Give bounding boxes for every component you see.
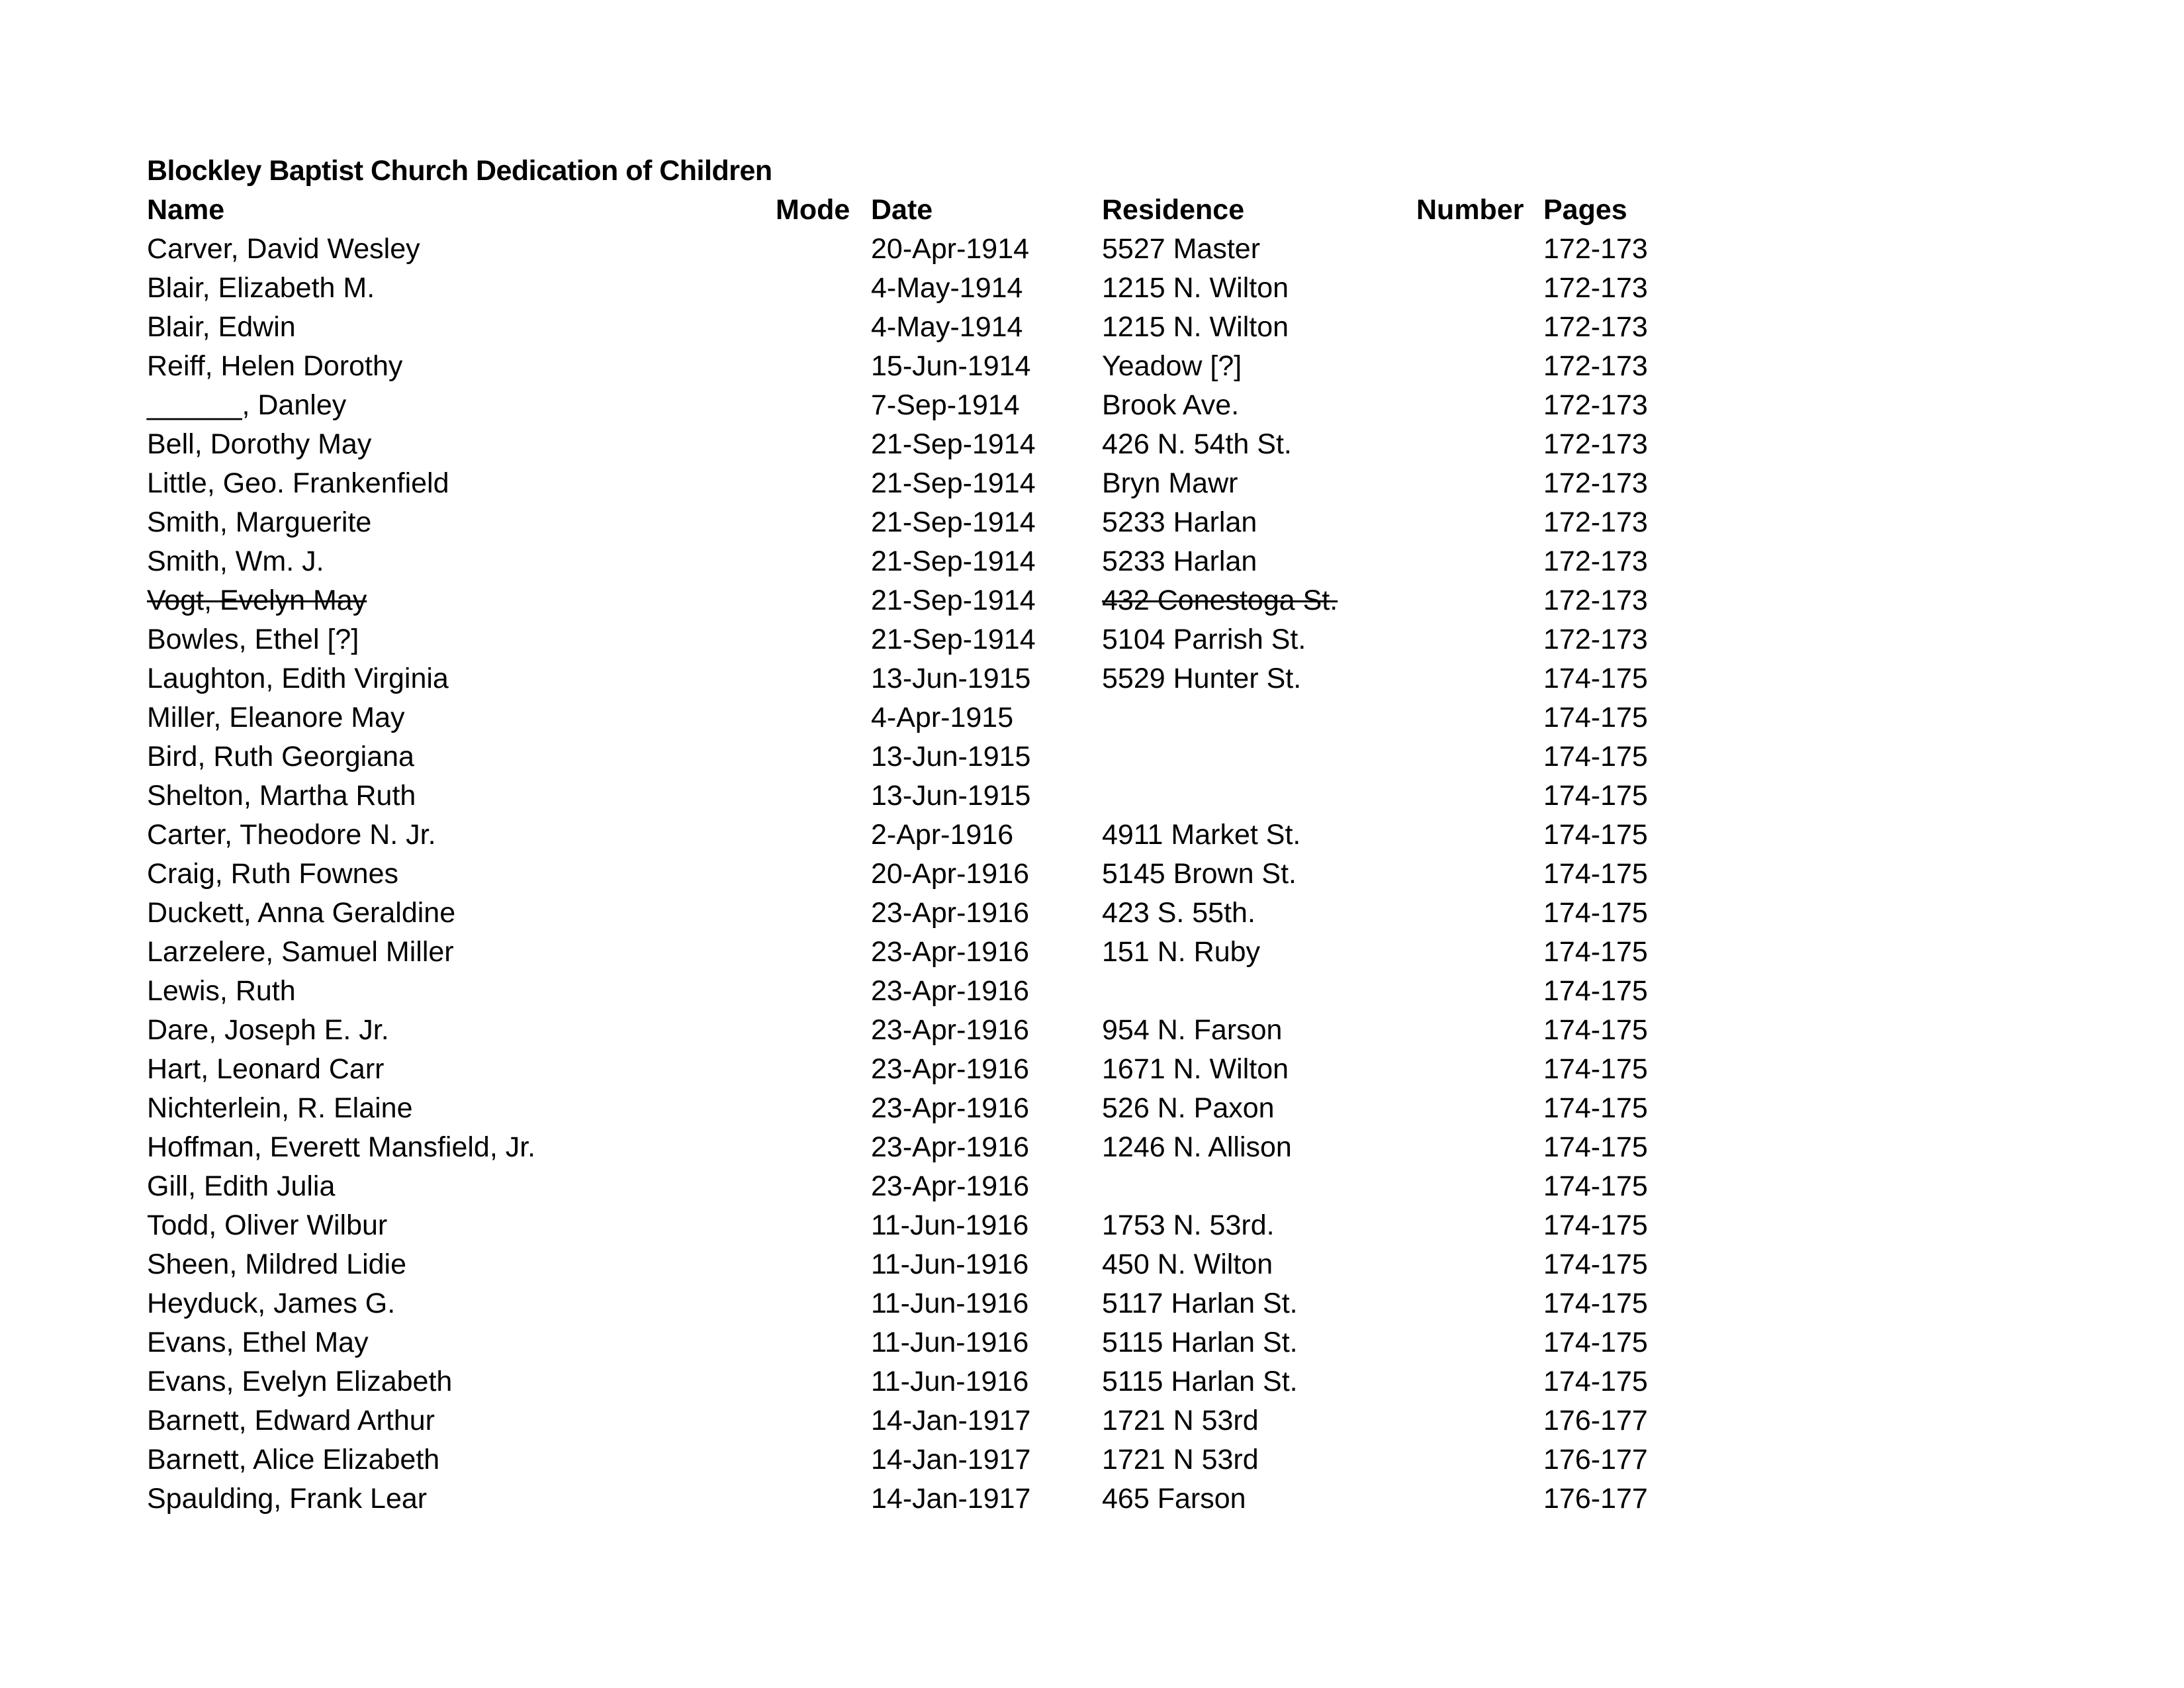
cell-name: Miller, Eleanore May [147,702,405,733]
cell-pages: 174-175 [1543,1170,1648,1202]
cell-name: Gill, Edith Julia [147,1170,336,1202]
cell-date: 21-Sep-1914 [871,585,1036,616]
cell-residence: 5115 Harlan St. [1102,1327,1298,1358]
cell-name: Spaulding, Frank Lear [147,1483,428,1515]
table-row [0,737,2184,776]
cell-date: 23-Apr-1916 [871,1053,1030,1085]
cell-name: Duckett, Anna Geraldine [147,897,456,929]
cell-name: Barnett, Edward Arthur [147,1405,435,1436]
cell-name: Dare, Joseph E. Jr. [147,1014,389,1046]
cell-name: Shelton, Martha Ruth [147,780,416,812]
table-row [0,972,2184,1011]
cell-pages: 172-173 [1543,545,1648,577]
cell-residence-struck: 432 Conestoga St. [1102,585,1338,616]
cell-pages: 172-173 [1543,506,1648,538]
cell-date: 23-Apr-1916 [871,1131,1030,1163]
table-row [0,1011,2184,1050]
cell-pages: 174-175 [1543,702,1648,733]
table-header [0,191,2184,230]
cell-residence: 1215 N. Wilton [1102,272,1289,304]
cell-date: 21-Sep-1914 [871,545,1036,577]
table-row [0,386,2184,425]
cell-residence: 5233 Harlan [1102,545,1257,577]
cell-residence: 5145 Brown St. [1102,858,1297,890]
table-row [0,1479,2184,1519]
table-row [0,347,2184,386]
table-row [0,1128,2184,1167]
cell-pages: 174-175 [1543,975,1648,1007]
table-row [0,464,2184,503]
cell-name-struck: Vogt, Evelyn May [147,585,367,616]
cell-residence: 1246 N. Allison [1102,1131,1292,1163]
cell-residence: Bryn Mawr [1102,467,1238,499]
cell-date: 13-Jun-1915 [871,663,1031,694]
cell-date: 23-Apr-1916 [871,1092,1030,1124]
cell-name: Reiff, Helen Dorothy [147,350,403,382]
cell-name: Carver, David Wesley [147,233,420,265]
column-header-residence: Residence [1102,194,1245,226]
table-row [0,816,2184,855]
cell-date: 11-Jun-1916 [871,1366,1029,1397]
cell-name: Blair, Elizabeth M. [147,272,375,304]
cell-pages: 174-175 [1543,663,1648,694]
cell-pages: 174-175 [1543,1248,1648,1280]
cell-date: 7-Sep-1914 [871,389,1020,421]
table-row [0,1284,2184,1323]
cell-residence: 526 N. Paxon [1102,1092,1275,1124]
cell-name: Smith, Wm. J. [147,545,324,577]
cell-name: Carter, Theodore N. Jr. [147,819,436,851]
column-header-date: Date [871,194,933,226]
cell-name: Blair, Edwin [147,311,296,343]
cell-date: 11-Jun-1916 [871,1327,1029,1358]
cell-name: ______, Danley [147,389,347,421]
cell-date: 23-Apr-1916 [871,1170,1030,1202]
column-header-mode: Mode [776,194,850,226]
table-row [0,1050,2184,1089]
cell-residence: 1721 N 53rd [1102,1405,1259,1436]
cell-residence: 465 Farson [1102,1483,1246,1515]
cell-pages: 174-175 [1543,1092,1648,1124]
table-row [0,1362,2184,1401]
cell-pages: 174-175 [1543,819,1648,851]
cell-residence: 5529 Hunter St. [1102,663,1302,694]
table-row [0,1401,2184,1440]
cell-pages: 176-177 [1543,1483,1648,1515]
table-row [0,1206,2184,1245]
cell-pages: 174-175 [1543,1053,1648,1085]
cell-pages: 174-175 [1543,1131,1648,1163]
cell-pages: 174-175 [1543,1288,1648,1319]
cell-date: 21-Sep-1914 [871,624,1036,655]
table-row [0,425,2184,464]
cell-residence: 450 N. Wilton [1102,1248,1273,1280]
cell-pages: 174-175 [1543,897,1648,929]
cell-name: Bird, Ruth Georgiana [147,741,414,773]
cell-date: 20-Apr-1914 [871,233,1030,265]
table-row [0,659,2184,698]
cell-name: Evans, Ethel May [147,1327,369,1358]
cell-residence: 5104 Parrish St. [1102,624,1306,655]
cell-name: Craig, Ruth Fownes [147,858,398,890]
cell-date: 23-Apr-1916 [871,936,1030,968]
table-row [0,308,2184,347]
cell-date: 13-Jun-1915 [871,741,1031,773]
cell-residence: 426 N. 54th St. [1102,428,1292,460]
cell-residence: 1215 N. Wilton [1102,311,1289,343]
cell-name: Bowles, Ethel [?] [147,624,359,655]
cell-pages: 174-175 [1543,780,1648,812]
cell-name: Little, Geo. Frankenfield [147,467,449,499]
table-row [0,620,2184,659]
cell-name: Bell, Dorothy May [147,428,372,460]
cell-pages: 176-177 [1543,1444,1648,1476]
table-row [0,1089,2184,1128]
cell-date: 23-Apr-1916 [871,897,1030,929]
cell-date: 21-Sep-1914 [871,467,1036,499]
cell-name: Nichterlein, R. Elaine [147,1092,413,1124]
column-header-pages: Pages [1543,194,1627,226]
cell-date: 23-Apr-1916 [871,1014,1030,1046]
cell-date: 11-Jun-1916 [871,1248,1029,1280]
cell-pages: 174-175 [1543,1014,1648,1046]
cell-date: 14-Jan-1917 [871,1405,1031,1436]
cell-name: Hoffman, Everett Mansfield, Jr. [147,1131,536,1163]
cell-name: Sheen, Mildred Lidie [147,1248,407,1280]
cell-residence: 5115 Harlan St. [1102,1366,1298,1397]
table-row [0,269,2184,308]
cell-date: 14-Jan-1917 [871,1444,1031,1476]
cell-pages: 172-173 [1543,311,1648,343]
cell-pages: 176-177 [1543,1405,1648,1436]
cell-date: 11-Jun-1916 [871,1288,1029,1319]
cell-pages: 172-173 [1543,467,1648,499]
cell-date: 14-Jan-1917 [871,1483,1031,1515]
table-row [0,1167,2184,1206]
cell-date: 15-Jun-1914 [871,350,1031,382]
cell-name: Larzelere, Samuel Miller [147,936,454,968]
cell-date: 4-May-1914 [871,272,1023,304]
cell-residence: 5117 Harlan St. [1102,1288,1298,1319]
cell-name: Smith, Marguerite [147,506,372,538]
table-row [0,1245,2184,1284]
cell-name: Lewis, Ruth [147,975,296,1007]
table-row [0,698,2184,737]
table-row [0,581,2184,620]
cell-residence: 5527 Master [1102,233,1261,265]
table-row [0,542,2184,581]
cell-pages: 172-173 [1543,624,1648,655]
page-title: Blockley Baptist Church Dedication of Children [147,155,772,187]
cell-name: Heyduck, James G. [147,1288,396,1319]
cell-date: 4-May-1914 [871,311,1023,343]
cell-pages: 172-173 [1543,428,1648,460]
cell-pages: 174-175 [1543,741,1648,773]
cell-pages: 172-173 [1543,233,1648,265]
cell-residence: 423 S. 55th. [1102,897,1255,929]
cell-name: Evans, Evelyn Elizabeth [147,1366,453,1397]
cell-residence: 1671 N. Wilton [1102,1053,1289,1085]
cell-residence: 1721 N 53rd [1102,1444,1259,1476]
table-row [0,1440,2184,1479]
cell-name: Todd, Oliver Wilbur [147,1209,388,1241]
cell-residence: 954 N. Farson [1102,1014,1283,1046]
column-header-name: Name [147,194,225,226]
cell-pages: 174-175 [1543,1209,1648,1241]
table-row [0,894,2184,933]
cell-date: 13-Jun-1915 [871,780,1031,812]
cell-date: 21-Sep-1914 [871,428,1036,460]
cell-pages: 174-175 [1543,1327,1648,1358]
cell-date: 11-Jun-1916 [871,1209,1029,1241]
cell-pages: 172-173 [1543,389,1648,421]
table-row [0,776,2184,816]
cell-name: Laughton, Edith Virginia [147,663,449,694]
cell-name: Barnett, Alice Elizabeth [147,1444,440,1476]
cell-pages: 174-175 [1543,858,1648,890]
cell-date: 4-Apr-1915 [871,702,1014,733]
cell-residence: 151 N. Ruby [1102,936,1261,968]
table-row [0,933,2184,972]
cell-pages: 172-173 [1543,585,1648,616]
cell-residence: Brook Ave. [1102,389,1240,421]
table-row [0,855,2184,894]
table-row [0,230,2184,269]
table-row [0,503,2184,542]
cell-residence: Yeadow [?] [1102,350,1242,382]
cell-name: Hart, Leonard Carr [147,1053,385,1085]
cell-pages: 172-173 [1543,272,1648,304]
table-row [0,1323,2184,1362]
cell-residence: 1753 N. 53rd. [1102,1209,1275,1241]
cell-date: 23-Apr-1916 [871,975,1030,1007]
cell-date: 2-Apr-1916 [871,819,1014,851]
cell-pages: 172-173 [1543,350,1648,382]
cell-date: 21-Sep-1914 [871,506,1036,538]
cell-residence: 5233 Harlan [1102,506,1257,538]
column-header-number: Number [1416,194,1524,226]
cell-residence: 4911 Market St. [1102,819,1301,851]
cell-date: 20-Apr-1916 [871,858,1030,890]
cell-pages: 174-175 [1543,936,1648,968]
cell-pages: 174-175 [1543,1366,1648,1397]
